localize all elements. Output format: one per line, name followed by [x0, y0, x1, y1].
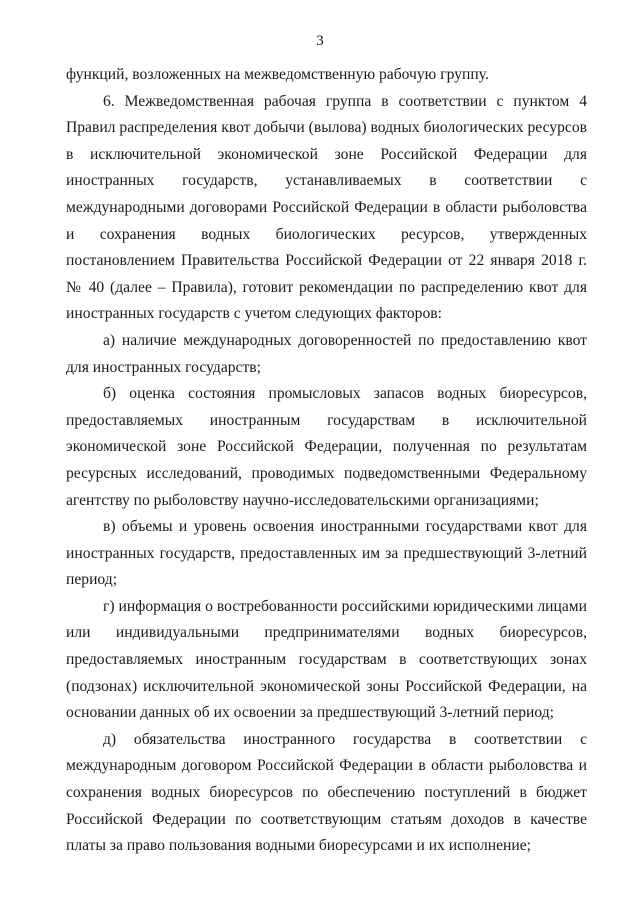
page-number: 3	[316, 33, 324, 49]
paragraph-subitem-b: б) оценка состояния промысловых запасов водных биоресурсов, предоставляемых иностранным государствам в исключительной экономической зоне Российской Федерации, полученная по результатам ресурсных исследований, проводимых подведомственными Федеральному агентству по рыболовству научно-исследовательскими организациями;	[66, 385, 587, 509]
document-body	[66, 62, 587, 860]
paragraph-subitem-a: а) наличие международных договоренностей по предоставлению квот для иностранных государств;	[66, 331, 587, 376]
paragraph-continuation: функций, возложенных на межведомственную рабочую группу.	[66, 66, 489, 83]
paragraph-item-6: 6. Межведомственная рабочая группа в соответствии с пунктом 4 Правил распределения квот добычи (вылова) водных биологических ресурсов в исключительной экономической зоне Российской Федерации для иностранных государств, устанавливаемых в соответствии с международными договорами Российской Федерации в области рыболовства и сохранения водных биологических ресурсов, утвержденных постановлением Правительства Российской Федерации от 22 января 2018 г. № 40 (далее – Правила), готовит рекомендации по распределению квот для иностранных государств с учетом следующих факторов:	[66, 92, 587, 323]
paragraph-subitem-g: г) информация о востребованности российскими юридическими лицами или индивидуальными предпринимателями водных биоресурсов, предоставляемых иностранным государствам в соответствующих зонах (подзонах) исключительной экономической зоны Российской Федерации, на основании данных об их освоении за предшествующий 3-летний период;	[66, 597, 587, 722]
paragraph-subitem-d: д) обязательства иностранного государства в соответствии с международным договором Российской Федерации в области рыболовства и сохранения водных биоресурсов по обеспечению поступлений в бюджет Российской Федерации по соответствующим статьям доходов в качестве платы за право пользования водными биоресурсами и их исполнение;	[66, 730, 587, 855]
paragraph-subitem-v: в) объемы и уровень освоения иностранными государствами квот для иностранных государств, предоставленных им за предшествующий 3-летний период;	[66, 518, 587, 589]
